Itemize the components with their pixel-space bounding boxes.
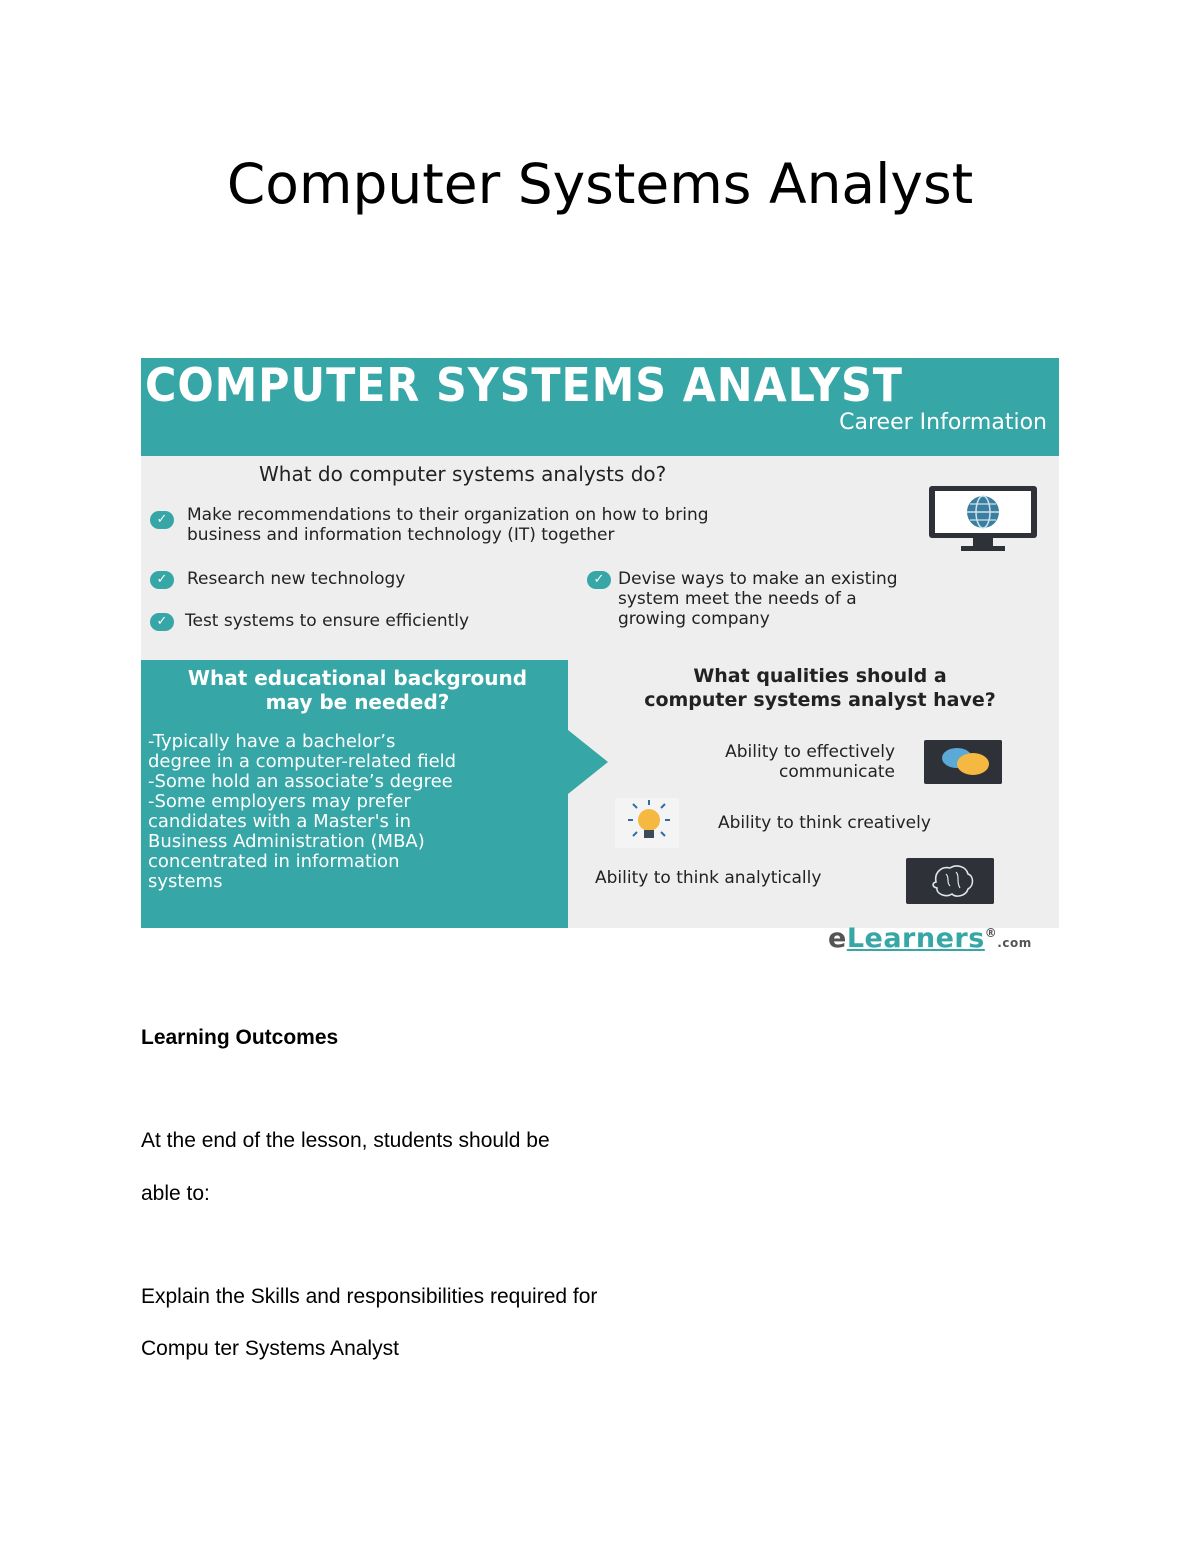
career-infographic [141, 358, 1059, 928]
quality-text-line: Ability to think analytically [595, 868, 822, 888]
light-bulb-icon [615, 798, 679, 848]
check-circle-icon: ✓ [150, 571, 174, 589]
check-circle-icon: ✓ [587, 571, 611, 589]
learning-outcomes-heading: Learning Outcomes [141, 1026, 339, 1049]
infographic-title: COMPUTER SYSTEMS ANALYST [145, 358, 903, 412]
duty-item [185, 611, 469, 631]
quality-text-line: Ability to think creatively [718, 813, 931, 833]
education-line: systems [148, 871, 223, 892]
outcome-line: Explain the Skills and responsibilities required for [141, 1285, 598, 1308]
document-title: Computer Systems Analyst [226, 152, 974, 216]
duty-text-line: business and information technology (IT) together [187, 525, 615, 545]
education-line: candidates with a Master's in [148, 811, 412, 832]
quality-item [675, 742, 895, 782]
quality-text-line: communicate [778, 762, 895, 782]
education-heading-line: may be needed? [265, 690, 450, 714]
logo-prefix: e [828, 923, 847, 954]
duty-item [618, 569, 898, 629]
education-heading-line: What educational background [187, 666, 528, 690]
duty-text-line: Make recommendations to their organization on how to bring [187, 505, 709, 525]
outcome-line: Compu ter Systems Analyst [141, 1337, 399, 1360]
duties-question: What do computer systems analysts do? [259, 462, 667, 486]
quality-item [595, 868, 821, 888]
duty-text-line: Devise ways to make an existing [618, 569, 898, 589]
education-line: Business Administration (MBA) [148, 831, 425, 852]
education-heading [145, 666, 570, 714]
qualities-heading-line: computer systems analyst have? [644, 689, 996, 711]
logo-registered: ® [984, 926, 998, 940]
education-line: -Some hold an associate’s degree [148, 771, 453, 792]
globe-monitor-icon [927, 484, 1039, 554]
logo-suffix: .com [997, 936, 1032, 950]
duty-text-line: Research new technology [187, 569, 406, 589]
check-circle-icon: ✓ [150, 613, 174, 631]
infographic-subtitle: Career Information [839, 410, 1047, 435]
quality-item [718, 813, 931, 833]
intro-line: At the end of the lesson, students should be [141, 1129, 550, 1152]
quality-text-line: Ability to effectively [725, 742, 895, 762]
brain-icon [906, 858, 994, 904]
logo-name: Learners [846, 923, 985, 954]
duty-item [187, 505, 709, 545]
education-line: -Some employers may prefer [148, 791, 411, 812]
duty-text-line: system meet the needs of a [618, 589, 857, 609]
check-circle-icon: ✓ [150, 511, 174, 529]
education-line: -Typically have a bachelor’s [148, 731, 396, 752]
speech-bubbles-icon [924, 740, 1002, 784]
duty-text-line: Test systems to ensure efficiently [185, 611, 470, 631]
qualities-heading [581, 664, 1059, 712]
infographic-banner [141, 358, 1059, 456]
education-panel-arrow [568, 730, 608, 794]
education-line: concentrated in information [148, 851, 400, 872]
duty-item [187, 569, 405, 589]
education-line: degree in a computer-related field [148, 751, 457, 772]
duty-text-line: growing company [618, 609, 770, 629]
qualities-heading-line: What qualities should a [693, 665, 947, 687]
intro-line: able to: [141, 1182, 210, 1205]
elearners-logo [828, 923, 1032, 954]
